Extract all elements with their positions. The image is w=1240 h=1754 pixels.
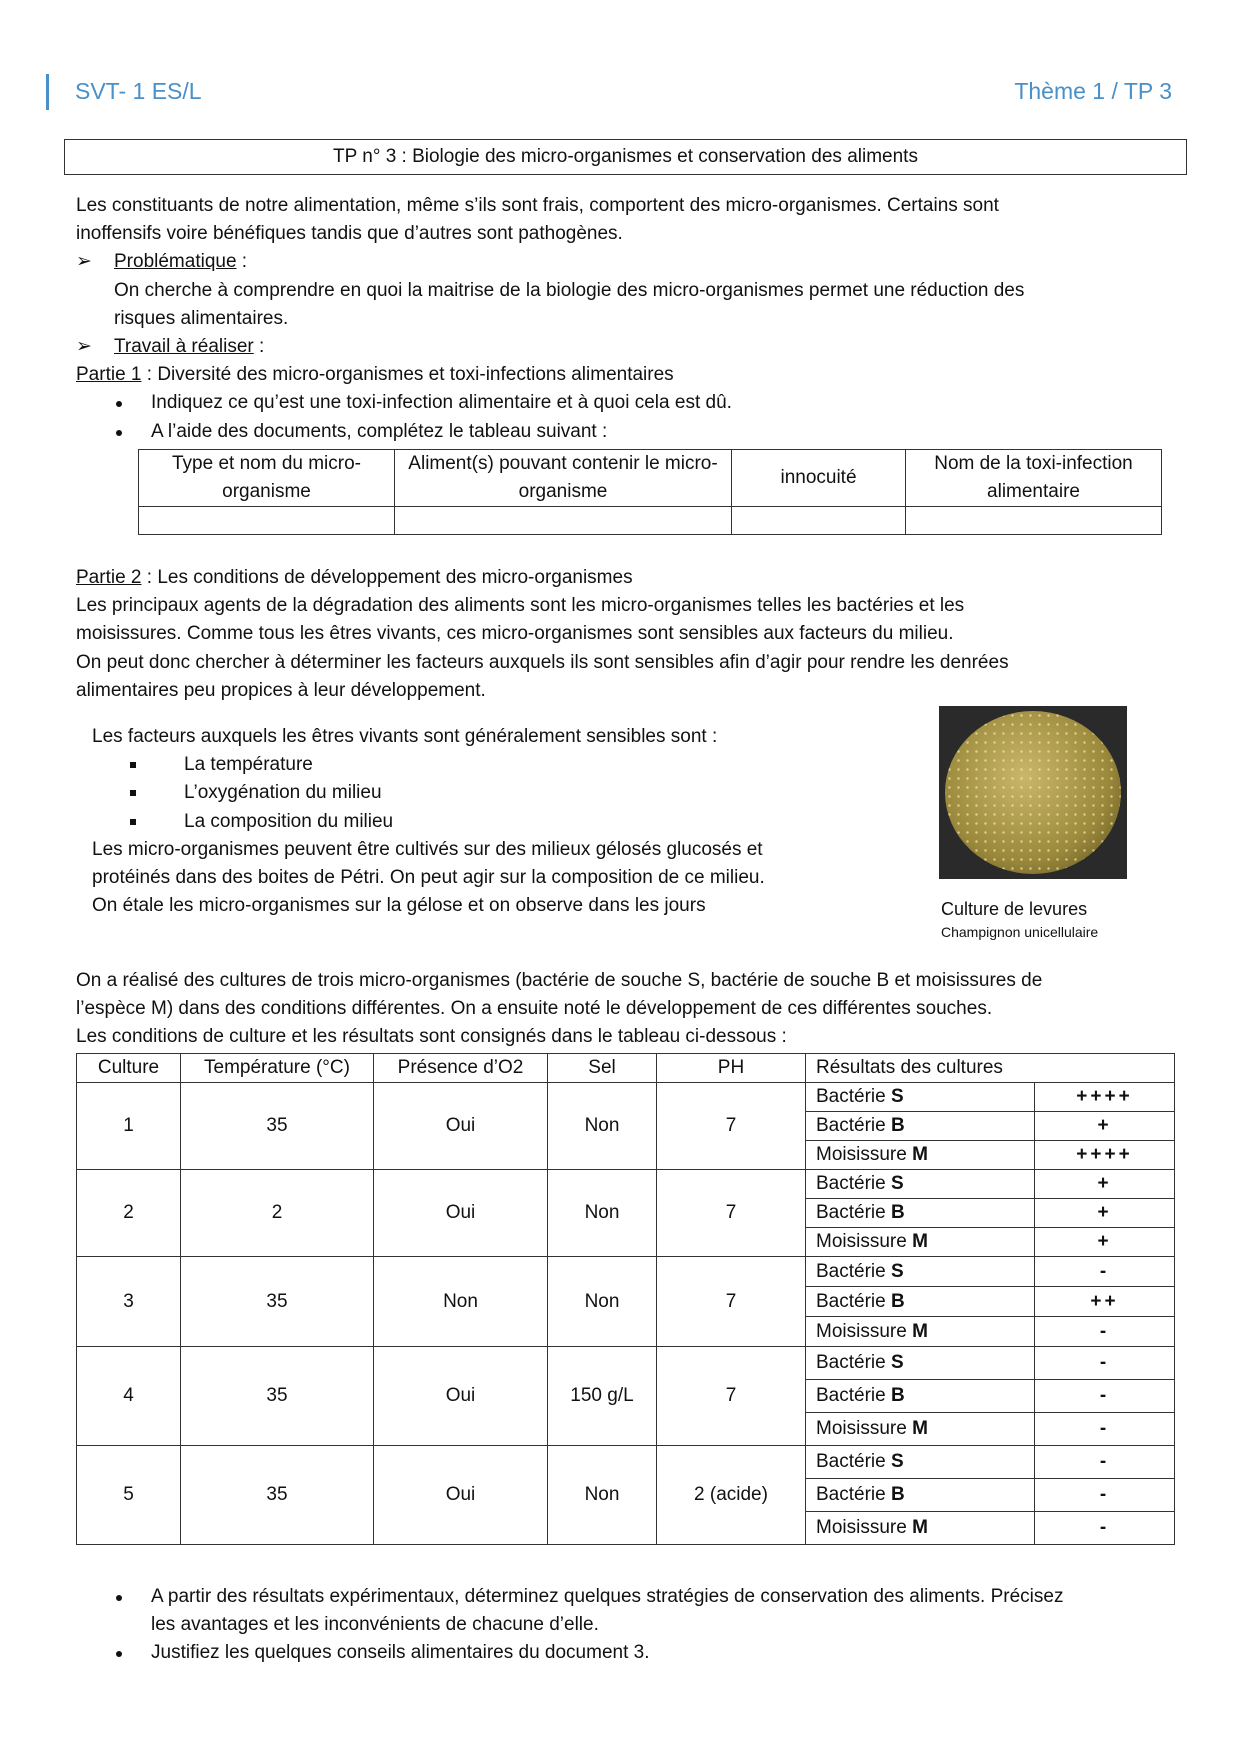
results-table xyxy=(76,1053,1175,1545)
organism-cell xyxy=(806,1112,1035,1141)
para-line: Les micro-organismes peuvent être cultivés sur des milieux gélosés glucosés et xyxy=(92,838,763,860)
bullet-line: A partir des résultats expérimentaux, déterminez quelques stratégies de conservation des aliments. Précisez xyxy=(151,1586,1064,1607)
cell-temp: 35 xyxy=(181,1347,374,1446)
empty-cell[interactable] xyxy=(395,507,732,535)
organism-code: M xyxy=(912,1231,928,1252)
cell-ph: 7 xyxy=(657,1257,806,1347)
organism-cell xyxy=(806,1380,1035,1413)
cell-ph: 2 (acide) xyxy=(657,1446,806,1545)
growth-result: - xyxy=(1035,1347,1175,1380)
col-header: Température (°C) xyxy=(181,1054,374,1083)
table-row xyxy=(77,1257,1175,1287)
organism-code: M xyxy=(912,1418,928,1439)
cell-ph: 7 xyxy=(657,1347,806,1446)
experiment-section xyxy=(76,967,1216,1052)
cell-culture: 2 xyxy=(77,1170,181,1257)
col-header: Culture xyxy=(77,1054,181,1083)
organism-code: S xyxy=(890,1173,904,1194)
organism-code: S xyxy=(890,1260,904,1282)
para-line: Les principaux agents de la dégradation des aliments sont les micro-organismes telles les bactéries et les xyxy=(76,595,965,617)
bullet-item: Indiquez ce qu’est une toxi-infection alimentaire et à quoi cela est dû. xyxy=(76,389,1186,417)
intro-section xyxy=(76,192,1186,446)
col-header: Type et nom du micro-organisme xyxy=(139,450,395,507)
empty-cell[interactable] xyxy=(732,507,906,535)
factor-item: La température xyxy=(92,751,892,779)
organism-cell xyxy=(806,1317,1035,1347)
cell-sel: Non xyxy=(548,1446,657,1545)
organism-type: Bactérie xyxy=(816,1451,891,1472)
factor-item: L’oxygénation du milieu xyxy=(92,779,892,807)
para-line: l’espèce M) dans des conditions différentes. On a ensuite noté le développement de ces différentes souches. xyxy=(76,998,993,1020)
table-row xyxy=(77,1347,1175,1380)
toxi-infection-table xyxy=(138,449,1162,535)
travail-heading xyxy=(76,333,1186,361)
organism-cell xyxy=(806,1199,1035,1228)
cell-ph: 7 xyxy=(657,1170,806,1257)
cell-o2: Oui xyxy=(374,1170,548,1257)
organism-type: Bactérie xyxy=(816,1260,891,1282)
partie2-section xyxy=(76,564,1186,705)
growth-result: + xyxy=(1035,1228,1175,1257)
growth-result: - xyxy=(1035,1512,1175,1545)
cell-o2: Non xyxy=(374,1257,548,1347)
organism-code: M xyxy=(912,1517,928,1538)
page-title: TP n° 3 : Biologie des micro-organismes et conservation des aliments xyxy=(64,139,1187,175)
organism-cell xyxy=(806,1347,1035,1380)
cell-sel: Non xyxy=(548,1170,657,1257)
bullet-item xyxy=(76,1639,1206,1667)
organism-type: Bactérie xyxy=(816,1173,891,1194)
bullet-line: les avantages et les inconvénients de chacune d’elle. xyxy=(151,1614,599,1636)
problematique-label: Problématique xyxy=(114,251,237,273)
col-header: PH xyxy=(657,1054,806,1083)
para-line: Les conditions de culture et les résultats sont consignés dans le tableau ci-dessous : xyxy=(76,1026,787,1048)
growth-result: - xyxy=(1035,1446,1175,1479)
col-header: Nom de la toxi-infection alimentaire xyxy=(906,450,1162,507)
empty-cell[interactable] xyxy=(906,507,1162,535)
cell-o2: Oui xyxy=(374,1347,548,1446)
growth-result: ++++ xyxy=(1035,1083,1175,1112)
header-theme: Thème 1 / TP 3 xyxy=(1014,78,1172,104)
organism-cell xyxy=(806,1479,1035,1512)
cell-temp: 35 xyxy=(181,1257,374,1347)
organism-cell xyxy=(806,1228,1035,1257)
organism-type: Moisissure xyxy=(816,1418,913,1439)
cell-o2: Oui xyxy=(374,1446,548,1545)
partie1-title: : Diversité des micro-organismes et toxi-infections alimentaires xyxy=(141,364,674,386)
partie2-heading xyxy=(76,564,1186,592)
growth-result: - xyxy=(1035,1380,1175,1413)
organism-cell xyxy=(806,1083,1035,1112)
growth-result: + xyxy=(1035,1170,1175,1199)
organism-code: B xyxy=(890,1484,905,1505)
problematique-text: risques alimentaires. xyxy=(114,307,289,329)
organism-cell xyxy=(806,1446,1035,1479)
factors-intro: Les facteurs auxquels les êtres vivants sont généralement sensibles sont : xyxy=(92,726,718,747)
partie1-heading xyxy=(76,361,1186,389)
factor-item: La composition du milieu xyxy=(92,808,892,836)
organism-type: Moisissure xyxy=(816,1231,913,1252)
organism-cell xyxy=(806,1413,1035,1446)
cell-o2: Oui xyxy=(374,1083,548,1170)
organism-code: S xyxy=(890,1451,904,1472)
cell-temp: 2 xyxy=(181,1170,374,1257)
cell-ph: 7 xyxy=(657,1083,806,1170)
cell-culture: 4 xyxy=(77,1347,181,1446)
organism-code: M xyxy=(912,1320,928,1342)
yeast-culture-photo xyxy=(939,706,1127,879)
partie1-label: Partie 1 xyxy=(76,364,142,386)
col-header: Aliment(s) pouvant contenir le micro-organisme xyxy=(395,450,732,507)
col-header: innocuité xyxy=(732,450,906,507)
organism-type: Moisissure xyxy=(816,1144,913,1165)
cell-culture: 5 xyxy=(77,1446,181,1545)
para-line: On a réalisé des cultures de trois micro-organismes (bactérie de souche S, bactérie de souche B et moisissures de xyxy=(76,970,1043,991)
suffix: : xyxy=(236,251,248,273)
problematique-heading xyxy=(76,248,1186,276)
organism-code: S xyxy=(890,1086,904,1107)
para-line: protéinés dans des boites de Pétri. On peut agir sur la composition de ce milieu. xyxy=(92,867,765,889)
organism-type: Moisissure xyxy=(816,1517,913,1538)
growth-result: - xyxy=(1035,1413,1175,1446)
growth-result: ++ xyxy=(1035,1287,1175,1317)
col-header: Sel xyxy=(548,1054,657,1083)
table-row xyxy=(77,1083,1175,1112)
organism-type: Bactérie xyxy=(816,1484,891,1505)
growth-result: + xyxy=(1035,1199,1175,1228)
organism-cell xyxy=(806,1257,1035,1287)
growth-result: - xyxy=(1035,1257,1175,1287)
header-class: SVT- 1 ES/L xyxy=(75,78,202,104)
cell-sel: Non xyxy=(548,1257,657,1347)
organism-code: B xyxy=(890,1115,905,1136)
growth-result: - xyxy=(1035,1479,1175,1512)
image-subcaption: Champignon unicellulaire xyxy=(941,924,1099,940)
factors-section xyxy=(92,723,892,920)
organism-type: Bactérie xyxy=(816,1290,891,1312)
intro-line: Les constituants de notre alimentation, même s’ils sont frais, comportent des micro-organismes. Certains sont xyxy=(76,195,999,216)
organism-type: Bactérie xyxy=(816,1115,891,1136)
organism-cell xyxy=(806,1141,1035,1170)
para-line: moisissures. Comme tous les êtres vivants, ces micro-organismes sont sensibles aux facteurs du milieu. xyxy=(76,623,954,645)
image-caption: Culture de levures xyxy=(941,899,1088,919)
para-line: On étale les micro-organismes sur la gélose et on observe dans les jours xyxy=(92,895,706,917)
col-header: Présence d’O2 xyxy=(374,1054,548,1083)
organism-code: B xyxy=(890,1202,905,1223)
travail-label: Travail à réaliser xyxy=(114,336,254,358)
organism-cell xyxy=(806,1512,1035,1545)
para-line: On peut donc chercher à déterminer les facteurs auxquels ils sont sensibles afin d’agir pour rendre les denrées xyxy=(76,651,1009,673)
organism-type: Bactérie xyxy=(816,1352,891,1373)
bullet-item: A l’aide des documents, complétez le tableau suivant : xyxy=(76,418,1186,446)
final-bullets xyxy=(76,1583,1206,1668)
organism-type: Moisissure xyxy=(816,1320,913,1342)
col-header: Résultats des cultures xyxy=(806,1054,1175,1083)
organism-code: S xyxy=(890,1352,904,1373)
organism-cell xyxy=(806,1287,1035,1317)
growth-result: + xyxy=(1035,1112,1175,1141)
organism-type: Bactérie xyxy=(816,1202,891,1223)
problematique-text: On cherche à comprendre en quoi la maitrise de la biologie des micro-organismes permet une réduction des xyxy=(114,279,1025,301)
growth-result: - xyxy=(1035,1317,1175,1347)
organism-code: B xyxy=(890,1385,905,1406)
suffix: : xyxy=(253,336,265,358)
cell-temp: 35 xyxy=(181,1083,374,1170)
organism-code: M xyxy=(912,1144,928,1165)
organism-code: B xyxy=(890,1290,905,1312)
cell-sel: 150 g/L xyxy=(548,1347,657,1446)
organism-type: Bactérie xyxy=(816,1086,891,1107)
header-accent-bar xyxy=(46,74,49,110)
organism-type: Bactérie xyxy=(816,1385,891,1406)
para-line: alimentaires peu propices à leur développement. xyxy=(76,679,486,701)
table-row xyxy=(77,1170,1175,1199)
intro-line: inoffensifs voire bénéfiques tandis que d’autres sont pathogènes. xyxy=(76,223,623,245)
partie2-label: Partie 2 xyxy=(76,567,142,588)
bullet-line: Justifiez les quelques conseils alimentaires du document 3. xyxy=(151,1642,650,1664)
cell-sel: Non xyxy=(548,1083,657,1170)
partie2-title: : Les conditions de développement des micro-organismes xyxy=(141,567,633,588)
cell-culture: 3 xyxy=(77,1257,181,1347)
header-row xyxy=(77,1054,1175,1083)
growth-result: ++++ xyxy=(1035,1141,1175,1170)
cell-temp: 35 xyxy=(181,1446,374,1545)
table-row xyxy=(77,1446,1175,1479)
bullet-item xyxy=(76,1583,1206,1639)
cell-culture: 1 xyxy=(77,1083,181,1170)
empty-cell[interactable] xyxy=(139,507,395,535)
organism-cell xyxy=(806,1170,1035,1199)
